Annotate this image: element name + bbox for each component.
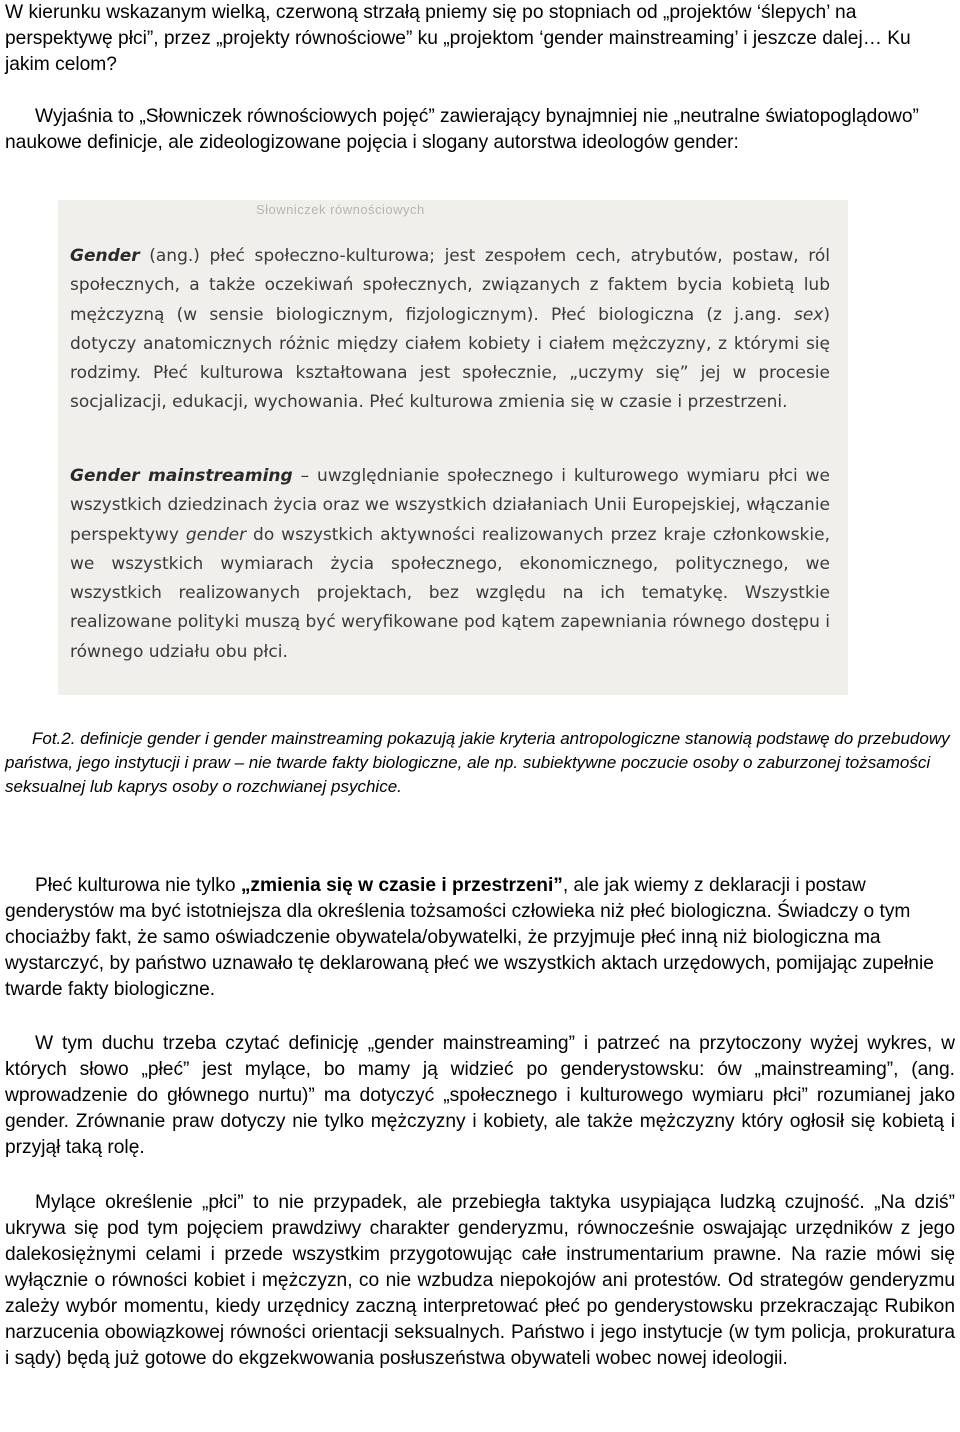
- body-paragraph-1-emphasis: „zmienia się w czasie i przestrzeni”: [240, 875, 563, 896]
- gender-definition-text-2: ) dotyczy anatomicznych różnic między ciałem kobiety i ciałem mężczyzny, z którymi się rodzimy. Płeć kulturowa kształtowana jest społecznie, „uczymy się” jej w procesie socjalizacji, edukacji, wychowania. Płeć kulturowa zmienia się w czasie i przestrzeni.: [70, 304, 830, 413]
- scanned-glossary-image: [58, 200, 848, 695]
- explanation-paragraph: Wyjaśnia to „Słowniczek równościowych pojęć” zawierający bynajmniej nie „neutralne światopoglądowo” naukowe definicje, ale zideologizowane pojęcia i slogany autorstwa ideologów gender:: [5, 106, 919, 153]
- gender-definition: [70, 242, 830, 418]
- gender-mainstreaming-text: – uwzględnianie społecznego i kulturowego wymiaru płci we wszystkich dziedzinach życia oraz we wszystkich działaniach Unii Europejskiej, włączanie perspektywy: [70, 466, 830, 545]
- gender-sex-term: sex: [793, 304, 824, 325]
- gender-mainstreaming-gender-term: gender: [185, 524, 247, 545]
- caption-text: definicje gender i gender mainstreaming pokazują jakie kryteria antropologiczne stanowią podstawę do przebudowy państwa, jego instytucji i praw – nie twarde fakty biologiczne, ale np. subiektywne poczucie osoby o zaburzonej tożsamości seksualnej lub kaprys osoby o rozchwianej psychice.: [5, 729, 950, 796]
- caption-label: Fot.2.: [32, 729, 76, 748]
- body-paragraph-1: [5, 873, 955, 1003]
- gender-term: Gender: [70, 246, 140, 266]
- photo-caption: [5, 727, 955, 798]
- body-paragraph-2: W tym duchu trzeba czytać definicję „gender mainstreaming” i patrzeć na przytoczony wyżej wykres, w których słowo „płeć” jest mylące, bo mamy ją widzieć po genderystowsku: ów „mainstreaming”, (ang. wprowadzenie do głównego nurtu)” ma dotyczyć „społecznego i kulturowego wymiaru płci” rozumianej jako gender. Zrównanie praw dotyczy nie tylko mężczyzny i kobiety, ale także mężczyzny który ogłosił się kobietą i przyjął taką rolę.: [5, 1033, 955, 1158]
- gender-mainstreaming-definition: [70, 462, 830, 667]
- intro-paragraph: W kierunku wskazanym wielką, czerwoną strzałą pniemy się po stopniach od „projektów ‘ślepych’ na perspektywę płci”, przez „projekty równościowe” ku „projektom ‘gender mainstreaming’ i jeszcze dalej… Ku jakim celom?: [5, 2, 911, 75]
- scan-cropped-header: Słowniczek równościowych: [256, 202, 425, 217]
- body-paragraph-1-start: Płeć kulturowa nie tylko: [35, 875, 241, 896]
- gender-mainstreaming-text-2: do wszystkich aktywności realizowanych przez kraje członkowskie, we wszystkich wymiarach życia społecznego, ekonomicznego, politycznego, we wszystkich realizowanych projektach, bez względu na ich tematykę. Wszystkie realizowane polityki muszą być weryfikowane pod kątem zapewniania równego dostępu i równego udziału obu płci.: [70, 524, 830, 662]
- gender-definition-text: (ang.) płeć społeczno-kulturowa; jest zespołem cech, atrybutów, postaw, ról społecznych, a także oczekiwań społecznych, związanych z faktem bycia kobietą lub mężczyzną (w sensie biologicznym, fizjologicznym). Płeć biologiczna (z j.ang.: [70, 246, 830, 325]
- gender-mainstreaming-term: Gender mainstreaming: [70, 466, 293, 486]
- body-paragraph-1-end: , ale jak wiemy z deklaracji i postaw genderystów ma być istotniejsza dla określenia tożsamości człowieka niż płeć biologiczna. Świadczy o tym chociażby fakt, że samo oświadczenie obywatela/obywatelki, że przyjmuje płeć inną niż biologiczna ma wystarczyć, by państwo uznawało tę deklarowaną płeć we wszystkich aktach urzędowych, pomijając zupełnie twarde fakty biologiczne.: [5, 875, 934, 1000]
- body-paragraph-3: Mylące określenie „płci” to nie przypadek, ale przebiegła taktyka usypiająca ludzką czujność. „Na dziś” ukrywa się pod tym pojęciem prawdziwy charakter genderyzmu, równocześnie oswajając urzędników z jego dalekosiężnymi celami i przede wszystkim przygotowując całe instrumentarium prawne. Na razie mówi się wyłącznie o równości kobiet i mężczyzn, co nie wzbudza niepokojów ani protestów. Od strategów genderyzmu zależy wybór momentu, kiedy urzędnicy zaczną interpretować płeć po genderystowsku przekraczając Rubikon narzucenia obowiązkowej równości orientacji seksualnych. Państwo i jego instytucje (w tym policja, prokuratura i sądy) będą już gotowe do ekgzekwowania posłuszeństwa obywateli wobec nowej ideologii.: [5, 1192, 955, 1369]
